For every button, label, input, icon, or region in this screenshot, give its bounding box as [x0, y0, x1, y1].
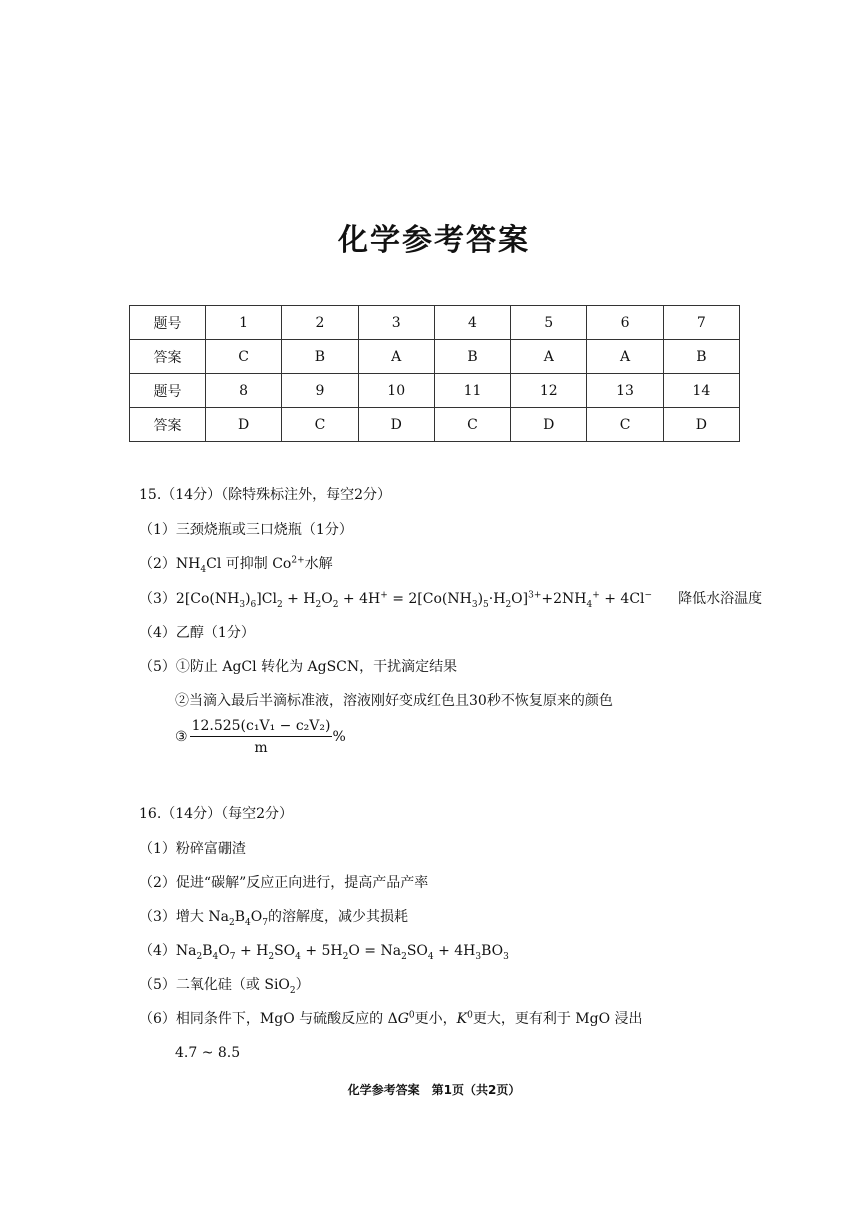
table-cell: 2 — [282, 306, 358, 340]
table-cell: A — [358, 340, 434, 374]
q16-answer-4: $(4)Na_2B_4O_7 + H_2SO_4 + 5H_2O = Na_2SO_4 + 4H_3BO_3$ — [139, 943, 509, 962]
q15-answer-1: （1）三颈烧瓶或三口烧瓶（1分） — [139, 522, 353, 538]
q15-answer-3-tail: 降低水浴温度 — [678, 591, 763, 607]
q16-answer-6-range: 4.7 ~ 8.5 — [175, 1045, 241, 1061]
table-cell: C — [206, 340, 282, 374]
q15-answer-5-2: ②当滴入最后半滴标准液，溶液刚好变成红色且30秒不恢复原来的颜色 — [175, 693, 613, 709]
q16-answer-2: （2）促进“碳解”反应正向进行，提高产品产率 — [139, 875, 429, 891]
formula-denominator: m — [254, 740, 268, 756]
table-row — [130, 408, 740, 442]
q15-answer-2: $(2)NH_4Cl$ 可抑制 $Co^{2+}$水解 — [139, 555, 333, 575]
table-cell: D — [663, 408, 739, 442]
q16-answer-6: （6）相同条件下，MgO 与硫酸反应的 $\Delta G^0$更小，$K^0$更大，更有利于 MgO 浸出 — [139, 1010, 643, 1027]
table-cell: C — [282, 408, 358, 442]
table-cell: B — [663, 340, 739, 374]
table-cell: 13 — [587, 374, 663, 408]
page-footer: 化学参考答案 第1页（共2页） — [347, 1083, 521, 1097]
q16-answer-5: （5）二氧化硅（或 SiO$_2$） — [139, 977, 310, 996]
q15-answer-4: （4）乙醇（1分） — [139, 625, 255, 641]
purity-formula-fraction — [190, 718, 333, 756]
table-cell: 1 — [206, 306, 282, 340]
table-cell: 8 — [206, 374, 282, 408]
circled-three-marker: ③ — [175, 729, 188, 745]
table-cell: 11 — [434, 374, 510, 408]
table-cell: 12 — [511, 374, 587, 408]
table-cell: D — [358, 408, 434, 442]
table-cell: 9 — [282, 374, 358, 408]
row-label: 答案 — [130, 408, 206, 442]
table-row — [130, 306, 740, 340]
table-row — [130, 374, 740, 408]
table-cell: 10 — [358, 374, 434, 408]
answer-table — [129, 305, 740, 442]
table-cell: B — [282, 340, 358, 374]
row-label: 题号 — [130, 306, 206, 340]
table-cell: B — [434, 340, 510, 374]
page-title: 化学参考答案 — [338, 223, 530, 258]
table-cell: C — [434, 408, 510, 442]
table-cell: 7 — [663, 306, 739, 340]
table-cell: 5 — [511, 306, 587, 340]
table-cell: A — [587, 340, 663, 374]
q15-heading: 15.（14分）（除特殊标注外，每空2分） — [139, 487, 391, 503]
row-label: 答案 — [130, 340, 206, 374]
q15-answer-5-1: （5）①防止 AgCl 转化为 AgSCN，干扰滴定结果 — [139, 659, 458, 675]
q16-heading: 16.（14分）（每空2分） — [139, 806, 293, 822]
q15-answer-5-3 — [175, 718, 346, 756]
formula-numerator: 12.525(c₁V₁ − c₂V₂) — [190, 718, 333, 737]
table-cell: A — [511, 340, 587, 374]
table-cell: 3 — [358, 306, 434, 340]
table-cell: 6 — [587, 306, 663, 340]
q16-answer-3: （3）增大 $Na_2B_4O_7$的溶解度，减少其损耗 — [139, 909, 408, 928]
percent-sign: % — [332, 729, 346, 745]
q15-answer-3: $(3)2[Co(NH_3)_6]Cl_2 + H_2O_2 + 4H^+ = 2[Co(NH_3)_5\cdot H_2O]^{3+}+2NH_4^+ + 4Cl^-$ 降低水浴温度 — [139, 590, 763, 610]
table-cell: C — [587, 408, 663, 442]
table-row — [130, 340, 740, 374]
row-label: 题号 — [130, 374, 206, 408]
table-cell: 14 — [663, 374, 739, 408]
table-cell: D — [206, 408, 282, 442]
q16-answer-1: （1）粉碎富硼渣 — [139, 841, 246, 857]
table-cell: 4 — [434, 306, 510, 340]
table-cell: D — [511, 408, 587, 442]
